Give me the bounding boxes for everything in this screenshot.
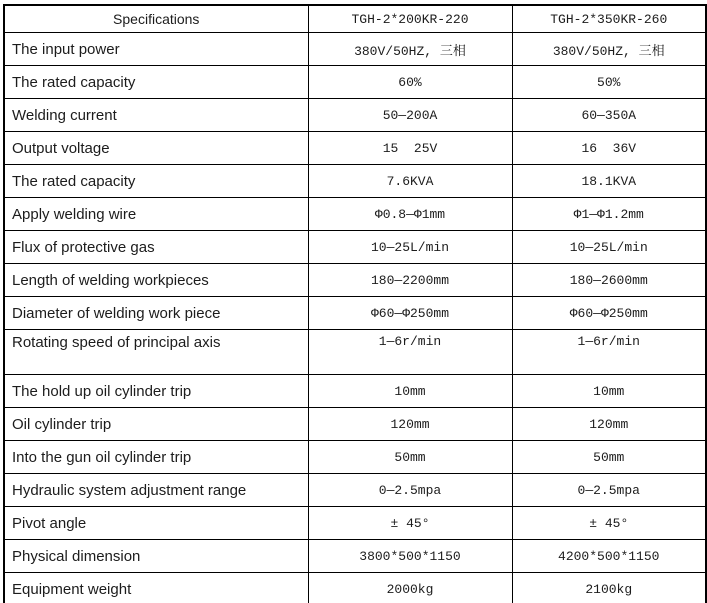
table-row [4,33,706,66]
row-value: 2100kg [512,573,706,603]
row-value: 50mm [308,441,512,474]
row-label: Rotating speed of principal axis [4,330,308,375]
row-value: 50% [512,66,706,99]
row-label: The hold up oil cylinder trip [4,375,308,408]
row-value: 1—6r/min [512,330,706,375]
table-row [4,66,706,99]
table-row [4,330,706,375]
row-value: 0—2.5mpa [308,474,512,507]
table-row [4,297,706,330]
row-value: 4200*500*1150 [512,540,706,573]
row-value: 1—6r/min [308,330,512,375]
row-value: Φ60—Φ250mm [512,297,706,330]
row-value: 50—200A [308,99,512,132]
row-value: 2000kg [308,573,512,603]
table-row [4,264,706,297]
row-value: 3800*500*1150 [308,540,512,573]
row-label: Apply welding wire [4,198,308,231]
row-label: Pivot angle [4,507,308,540]
table-row [4,540,706,573]
row-value: 0—2.5mpa [512,474,706,507]
table-row [4,99,706,132]
row-value: 16 36V [512,132,706,165]
table-row [4,165,706,198]
row-label: The rated capacity [4,165,308,198]
row-label: Flux of protective gas [4,231,308,264]
table-row [4,408,706,441]
row-label: Output voltage [4,132,308,165]
row-value: ± 45° [512,507,706,540]
row-label: Welding current [4,99,308,132]
spec-table-body [4,33,706,603]
table-row [4,198,706,231]
header-model-1: TGH-2*200KR-220 [308,5,512,33]
row-value: 10mm [512,375,706,408]
row-label: Hydraulic system adjustment range [4,474,308,507]
row-value: 18.1KVA [512,165,706,198]
row-value: ± 45° [308,507,512,540]
row-value: 180—2200mm [308,264,512,297]
row-value: 380V/50HZ, 三相 [512,33,706,66]
specifications-table [3,4,707,603]
row-label: Into the gun oil cylinder trip [4,441,308,474]
row-value: 10—25L/min [308,231,512,264]
row-value: 7.6KVA [308,165,512,198]
table-row [4,231,706,264]
row-value: 15 25V [308,132,512,165]
row-label: Oil cylinder trip [4,408,308,441]
row-label: The rated capacity [4,66,308,99]
row-label: The input power [4,33,308,66]
table-row [4,573,706,603]
table-row [4,474,706,507]
row-value: 10mm [308,375,512,408]
row-value: Φ60—Φ250mm [308,297,512,330]
table-row [4,441,706,474]
row-value: 10—25L/min [512,231,706,264]
row-value: 180—2600mm [512,264,706,297]
table-row [4,375,706,408]
row-label: Diameter of welding work piece [4,297,308,330]
table-row [4,507,706,540]
row-value: 120mm [512,408,706,441]
row-label: Equipment weight [4,573,308,603]
row-value: 50mm [512,441,706,474]
row-label: Length of welding workpieces [4,264,308,297]
row-value: Φ1—Φ1.2mm [512,198,706,231]
row-value: 60—350A [512,99,706,132]
header-model-2: TGH-2*350KR-260 [512,5,706,33]
table-header-row [4,5,706,33]
row-value: 120mm [308,408,512,441]
row-value: 60% [308,66,512,99]
header-specifications: Specifications [4,5,308,33]
row-value: Φ0.8—Φ1mm [308,198,512,231]
row-label: Physical dimension [4,540,308,573]
table-row [4,132,706,165]
row-value: 380V/50HZ, 三相 [308,33,512,66]
